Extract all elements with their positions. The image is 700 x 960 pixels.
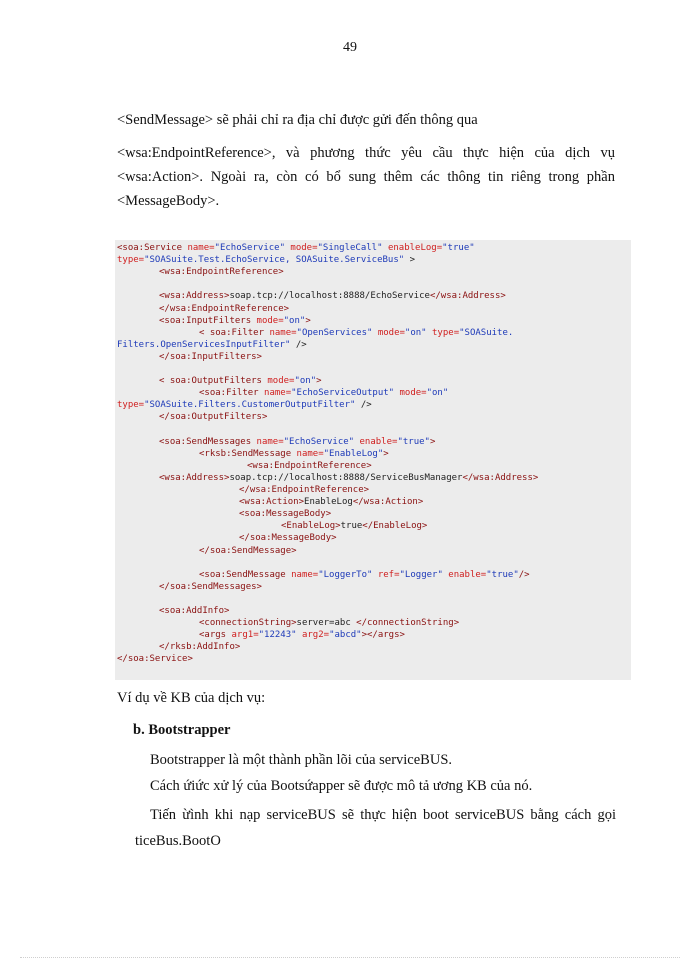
code-token: /> [360,400,372,411]
code-token: "12243" [258,630,302,641]
code-token: enable= [359,436,398,447]
code-token: "EchoService" [283,436,360,447]
body-line-2: Cách ứiức xử lý của Bootsứapper sẽ được mô tả ương KB của nó. [150,778,533,794]
code-token: "OpenServices" [296,327,378,338]
code-token: <soa:InputFilters [159,315,257,326]
code-token: <soa:MessageBody> [239,509,332,520]
code-caption: Ví dụ về KB của dịch vụ: [117,690,266,706]
code-token: </wsa:EndpointReference> [159,303,290,314]
code-token: </wsa:Address> [462,472,539,483]
intro-line-4: <MessageBody>. [117,193,220,209]
code-line [159,291,506,302]
code-token: </wsa:EndpointReference> [239,485,370,495]
code-line [159,412,267,423]
code-token: mode= [399,388,427,399]
code-token: </soa:MessageBody> [239,533,337,544]
code-line [247,461,372,472]
code-token: </wsa:Action> [352,497,424,508]
code-token: mode= [290,243,318,253]
code-token: "on" [283,315,306,326]
code-line [159,316,311,327]
code-token: < soa:OutputFilters [159,376,268,387]
code-token: soap.tcp://localhost:8888/ServiceBusManager [229,472,463,483]
code-token: ></args> [361,630,405,641]
code-token: "SOASuite.Filters.CustomerOutputFilter" [144,400,361,411]
code-token: <soa:SendMessages [159,436,257,447]
intro-line-1: <SendMessage> sẽ phải chỉ ra địa chỉ được gửi đến thông qua [117,112,478,128]
code-token: > [383,448,389,459]
code-token: </EnableLog> [362,521,428,532]
code-line [199,546,297,557]
body-line-3: Tiến ừình khi nạp serviceBUS sẽ thực hiện boot serviceBUS bằng cách gọi [150,807,616,823]
code-token: type= [432,327,460,338]
code-token: /> [295,339,307,350]
code-token: <rksb:SendMessage [199,448,297,459]
code-line [199,449,389,460]
code-token: mode= [267,376,295,387]
code-token: </soa:Service> [117,654,193,665]
code-token: <EnableLog> [281,521,341,532]
code-token: name= [256,436,284,447]
code-token: "true" [397,436,430,447]
code-line [159,582,262,593]
code-token: "EnableLog" [323,448,384,459]
code-line [117,400,372,411]
code-token: enable= [448,569,487,580]
code-token: "EchoService" [214,243,291,253]
code-token: "true" [442,243,475,253]
code-token: name= [296,448,324,459]
code-line [281,521,427,532]
code-line [159,606,229,617]
code-token: <soa:Service [117,243,188,253]
code-token: </connectionString> [356,618,460,629]
code-token: <wsa:Action> [239,497,305,508]
footer-rule [20,957,680,958]
code-token: <connectionString> [199,618,297,629]
code-line [159,642,240,653]
code-line [117,243,475,254]
code-token: <wsa:EndpointReference> [159,267,284,278]
code-token: enableLog= [387,243,443,253]
section-heading: b. Bootstrapper [133,722,231,738]
code-token: > [316,376,322,387]
code-token: "true" [486,569,519,580]
body-line-1: Bootstrapper là một thành phần lõi của serviceBUS. [150,752,453,768]
code-token: "EchoServiceOutput" [291,388,400,399]
code-token: name= [291,569,319,580]
code-line [117,654,193,665]
code-token: <soa:SendMessage [199,569,292,580]
page-number: 49 [343,40,357,55]
code-token: <wsa:Address> [159,472,230,483]
code-token: arg1= [231,630,259,641]
code-token: true [340,521,363,532]
code-token: mode= [377,327,405,338]
body-line-4: ticeBus.BootO [135,833,221,849]
code-token: </wsa:Address> [429,291,506,302]
code-token: "SOASuite. [459,327,514,338]
code-token: arg2= [301,630,330,641]
code-line [239,509,331,520]
code-line [199,388,448,399]
code-token: <soa:Filter [199,388,265,399]
code-token: </soa:OutputFilters> [159,412,268,423]
code-line [239,497,423,508]
code-line [159,473,538,484]
code-line [159,267,284,278]
code-token: <wsa:Address> [159,291,230,302]
code-token: "on" [294,376,317,387]
code-token: </soa:SendMessages> [159,581,262,592]
code-token: "LoggerTo" [318,569,378,580]
code-token: > [305,315,311,326]
code-token: <soa:AddInfo> [159,606,230,616]
code-token: type= [117,255,145,266]
code-token: type= [117,400,145,411]
code-token: "Logger" [399,569,449,580]
code-token: "SingleCall" [317,243,388,253]
code-token: "abcd" [329,630,362,641]
code-line [199,570,530,581]
code-line [159,437,435,448]
code-token: ref= [377,569,400,580]
code-token: EnableLog [304,497,353,508]
code-token: /> [518,569,530,580]
code-line [117,255,415,266]
code-listing [115,240,631,680]
code-token: < soa:Filter [199,327,270,338]
code-token: "on" [426,388,449,399]
code-line [159,304,289,315]
code-token: Filters.OpenServicesInputFilter" [117,339,296,350]
code-line [159,352,262,363]
code-token: <wsa:EndpointReference> [247,460,372,471]
code-line [239,533,337,544]
code-token: > [429,436,436,447]
code-line [199,328,513,339]
code-token: mode= [256,315,284,326]
code-token: name= [187,243,215,253]
code-token: name= [269,327,297,338]
code-token: > [404,255,416,266]
code-token: <args [199,630,232,641]
intro-line-3: <wsa:Action>. Ngoài ra, còn có bổ sung thêm các thông tin riêng trong phần [117,169,615,185]
code-line [117,340,307,351]
code-token: </soa:InputFilters> [159,351,262,362]
code-token: soap.tcp://localhost:8888/EchoService [229,291,430,302]
code-token: server=abc [296,618,357,629]
code-line [199,618,459,629]
code-line [239,485,369,496]
code-token: name= [264,388,292,399]
code-token: </rksb:AddInfo> [159,642,241,653]
code-token: </soa:SendMessage> [199,545,297,556]
intro-line-2: <wsa:EndpointReference>, và phương thức yêu cầu thực hiện của dịch vụ [117,145,615,161]
code-token: "on" [404,327,433,338]
code-token: "SOASuite.Test.EchoService, SOASuite.ServiceBus" [144,255,405,266]
code-line [199,630,405,641]
code-line [159,376,322,387]
